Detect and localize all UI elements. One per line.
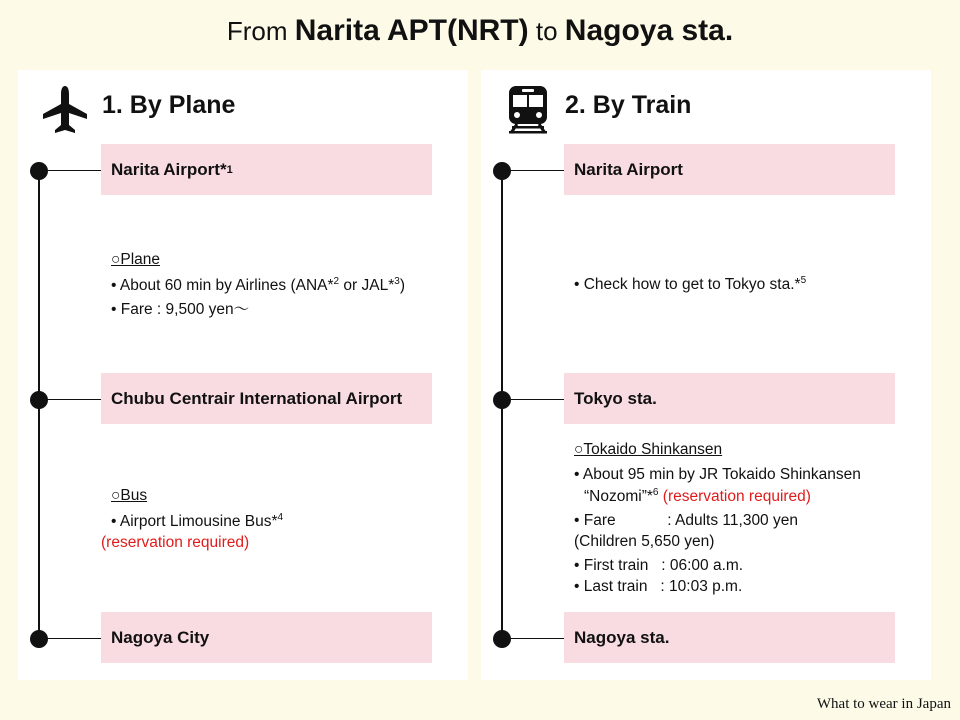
stop-marker [30, 391, 48, 409]
line-text: or JAL* [339, 277, 395, 295]
footnote-ref: 3 [394, 275, 400, 287]
stop-tokyo-sta [564, 373, 895, 424]
stop-label: Nagoya City [111, 627, 210, 647]
stop-label: Chubu Centrair International Airport [111, 388, 403, 408]
stop-nagoya-sta [564, 612, 895, 663]
connector-line [39, 399, 101, 400]
stop-narita-airport [564, 144, 895, 195]
connector-line [502, 399, 564, 400]
line-text: • Airport Limousine Bus* [111, 513, 278, 531]
fare-line: • Fare : Adults 11,300 yen [574, 511, 798, 529]
stop-marker [493, 630, 511, 648]
segment-line [111, 275, 456, 297]
train-heading: 2. By Train [565, 91, 692, 119]
title-to: to [535, 16, 558, 46]
airplane-icon [40, 82, 90, 136]
tokyo-access-info [574, 274, 919, 296]
page-title [0, 14, 960, 48]
segment-line [111, 511, 456, 533]
segment-line [574, 274, 919, 296]
line-text: • About 60 min by Airlines (ANA* [111, 277, 334, 295]
title-from: From [226, 16, 288, 46]
segment-line [574, 486, 924, 508]
connector-line [39, 170, 101, 171]
stop-nagoya-city [101, 612, 432, 663]
reservation-note: (reservation required) [101, 534, 250, 551]
plane-segment-info [111, 250, 456, 324]
fare-children-line: (Children 5,650 yen) [574, 532, 715, 550]
shinkansen-segment-info [574, 440, 924, 598]
connector-line [39, 638, 101, 639]
footnote-ref: 2 [333, 275, 340, 287]
train-icon [503, 82, 553, 136]
stop-marker [30, 162, 48, 180]
site-credit: What to wear in Japan [816, 696, 951, 712]
title-origin: Narita APT(NRT) [294, 14, 529, 47]
stop-marker [493, 391, 511, 409]
plane-heading: 1. By Plane [102, 91, 236, 119]
stop-label: Narita Airport [574, 159, 683, 179]
stop-label: Nagoya sta. [574, 627, 670, 647]
stop-label: Tokyo sta. [574, 388, 657, 408]
segment-heading: ○Tokaido Shinkansen [574, 441, 723, 458]
stop-chubu-centrair [101, 373, 432, 424]
footnote-ref: 6 [652, 486, 659, 498]
connector-line [502, 638, 564, 639]
stop-label: Narita Airport* [111, 159, 227, 179]
line-text: “Nozomi”* [584, 488, 653, 505]
footnote-ref: 4 [277, 511, 284, 523]
segment-line: • About 95 min by JR Tokaido Shinkansen [574, 465, 861, 483]
footnote-ref: 1 [226, 163, 233, 176]
connector-line [502, 170, 564, 171]
line-text: • Check how to get to Tokyo sta.* [574, 276, 801, 294]
bus-segment-info [101, 486, 456, 554]
plane-route-panel [18, 70, 468, 680]
title-destination: Nagoya sta. [564, 14, 734, 47]
stop-narita-airport [101, 144, 432, 195]
last-train-line: • Last train : 10:03 p.m. [574, 577, 743, 595]
segment-heading: ○Plane [111, 251, 161, 268]
footnote-ref: 5 [800, 275, 807, 286]
first-train-line: • First train : 06:00 a.m. [574, 556, 744, 574]
reservation-note: (reservation required) [662, 488, 811, 505]
stop-marker [30, 630, 48, 648]
train-route-panel [481, 70, 931, 680]
segment-heading: ○Bus [111, 487, 148, 504]
fare-line: • Fare : 9,500 yen～ [111, 301, 250, 318]
line-text: ) [399, 277, 405, 295]
stop-marker [493, 162, 511, 180]
